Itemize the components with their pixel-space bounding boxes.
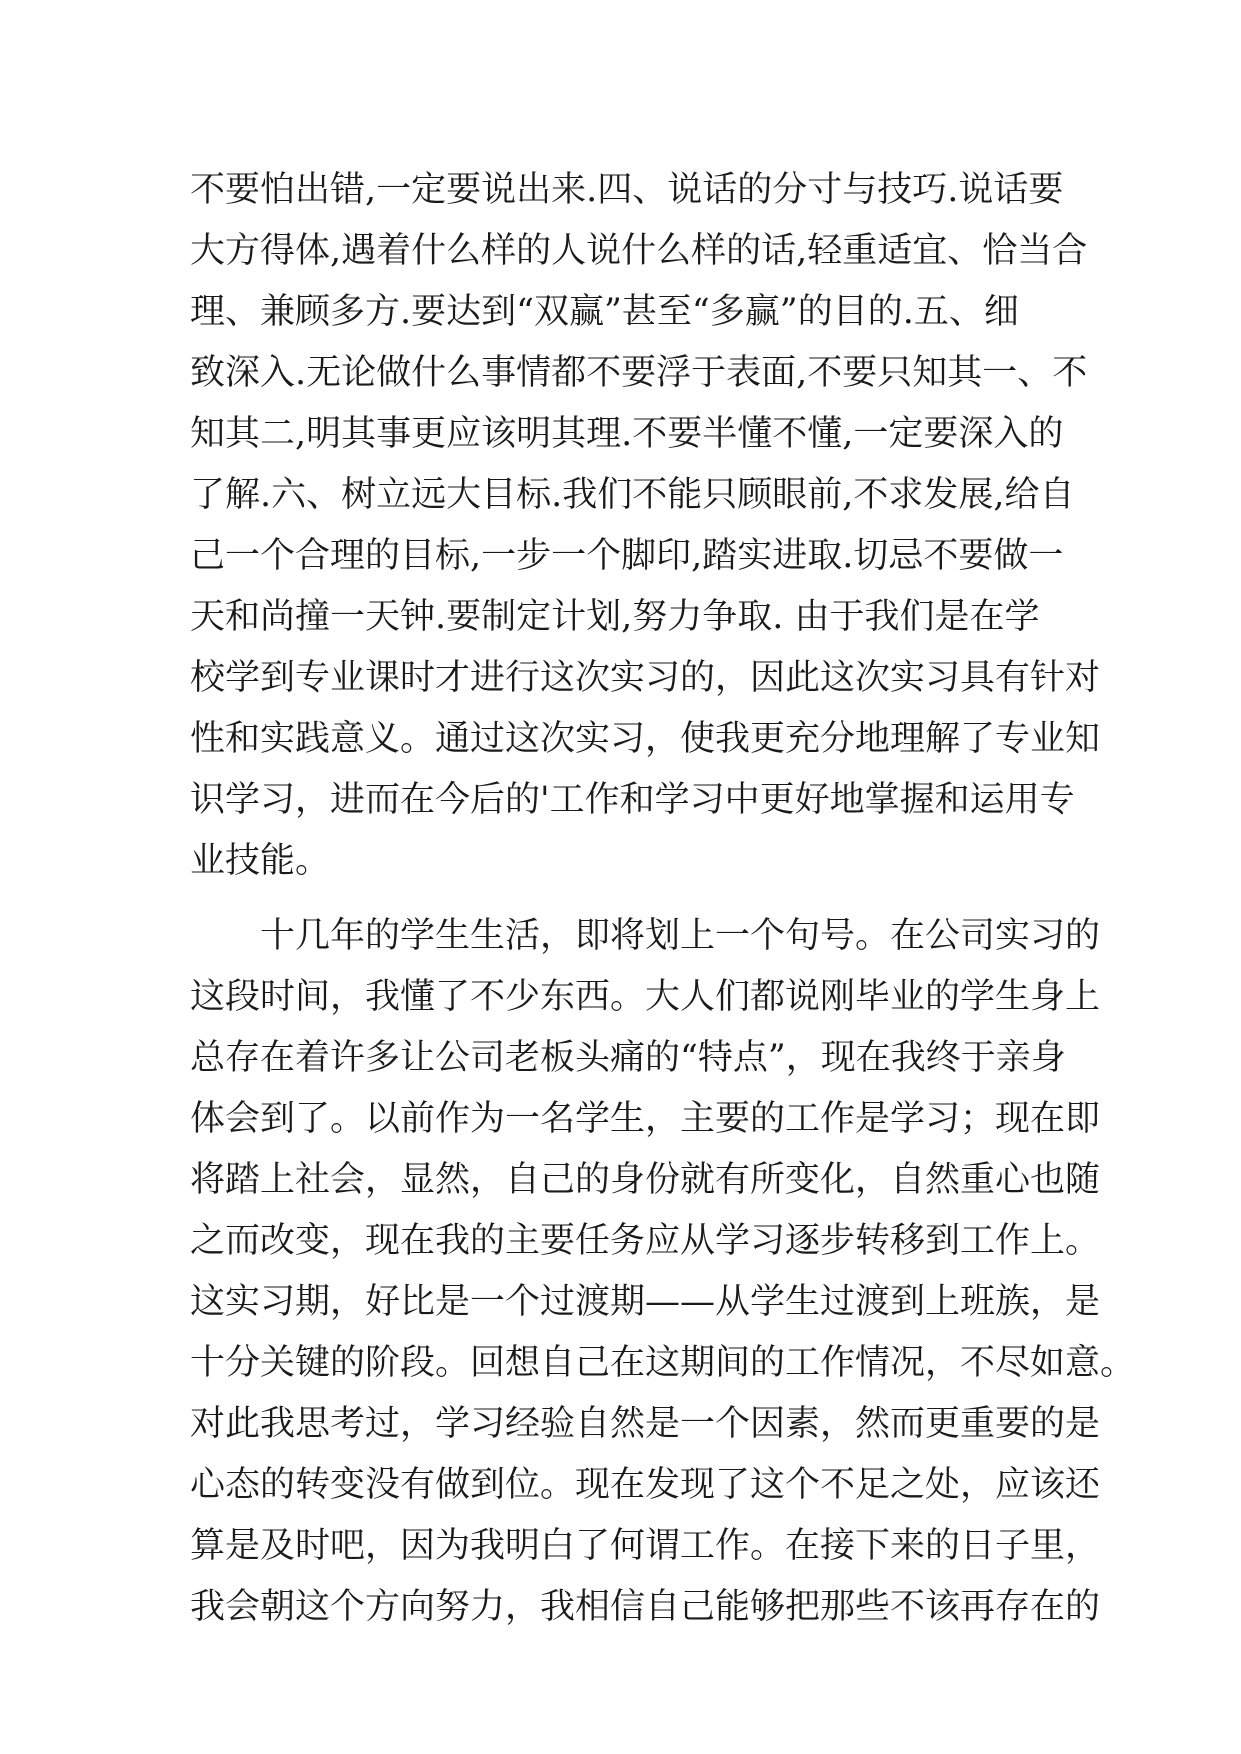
- paragraph: [190, 160, 1101, 892]
- text-line: 不要怕出错,一定要说出来.四、说话的分寸与技巧.说话要: [190, 170, 1064, 210]
- text-line: 我会朝这个方向努力，我相信自己能够把那些不该再存在的: [190, 1587, 1101, 1627]
- paragraph: [190, 906, 1136, 1638]
- text-line: 之而改变，现在我的主要任务应从学习逐步转移到工作上。: [190, 1221, 1101, 1261]
- text-line: 识学习，进而在今后的'工作和学习中更好地掌握和运用专: [190, 780, 1075, 820]
- text-line: 业技能。: [190, 841, 331, 881]
- text-line: 大方得体,遇着什么样的人说什么样的话,轻重适宜、恰当合: [190, 231, 1088, 271]
- text-line: 体会到了。以前作为一名学生，主要的工作是学习；现在即: [190, 1099, 1101, 1139]
- text-line: 性和实践意义。通过这次实习，使我更充分地理解了专业知: [190, 719, 1101, 759]
- text-line: 总存在着许多让公司老板头痛的“特点”，现在我终于亲身: [190, 1038, 1066, 1078]
- text-line: 天和尚撞一天钟.要制定计划,努力争取. 由于我们是在学: [190, 597, 1040, 637]
- text-line: 理、兼顾多方.要达到“双赢”甚至“多赢”的目的.五、细: [190, 292, 1019, 332]
- text-line: 心态的转变没有做到位。现在发现了这个不足之处，应该还: [190, 1465, 1101, 1505]
- text-line: 这段时间，我懂了不少东西。大人们都说刚毕业的学生身上: [190, 977, 1101, 1017]
- text-line: 十几年的学生生活，即将划上一个句号。在公司实习的: [190, 916, 1101, 956]
- text-line: 对此我思考过，学习经验自然是一个因素，然而更重要的是: [190, 1404, 1101, 1444]
- text-line: 己一个合理的目标,一步一个脚印,踏实进取.切忌不要做一: [190, 536, 1064, 576]
- text-line: 校学到专业课时才进行这次实习的，因此这次实习具有针对: [190, 658, 1101, 698]
- text-line: 知其二,明其事更应该明其理.不要半懂不懂,一定要深入的: [190, 414, 1064, 454]
- text-line: 将踏上社会，显然，自己的身份就有所变化，自然重心也随: [190, 1160, 1101, 1200]
- text-line: 算是及时吧，因为我明白了何谓工作。在接下来的日子里，: [190, 1526, 1101, 1566]
- document-body: [190, 160, 1136, 1638]
- text-line: 十分关键的阶段。回想自己在这期间的工作情况，不尽如意。: [190, 1343, 1136, 1383]
- text-line: 这实习期，好比是一个过渡期——从学生过渡到上班族，是: [190, 1282, 1101, 1322]
- paragraph-gap: [190, 892, 1070, 906]
- text-line: 了解.六、树立远大目标.我们不能只顾眼前,不求发展,给自: [190, 475, 1075, 515]
- text-line: 致深入.无论做什么事情都不要浮于表面,不要只知其一、不: [190, 353, 1088, 393]
